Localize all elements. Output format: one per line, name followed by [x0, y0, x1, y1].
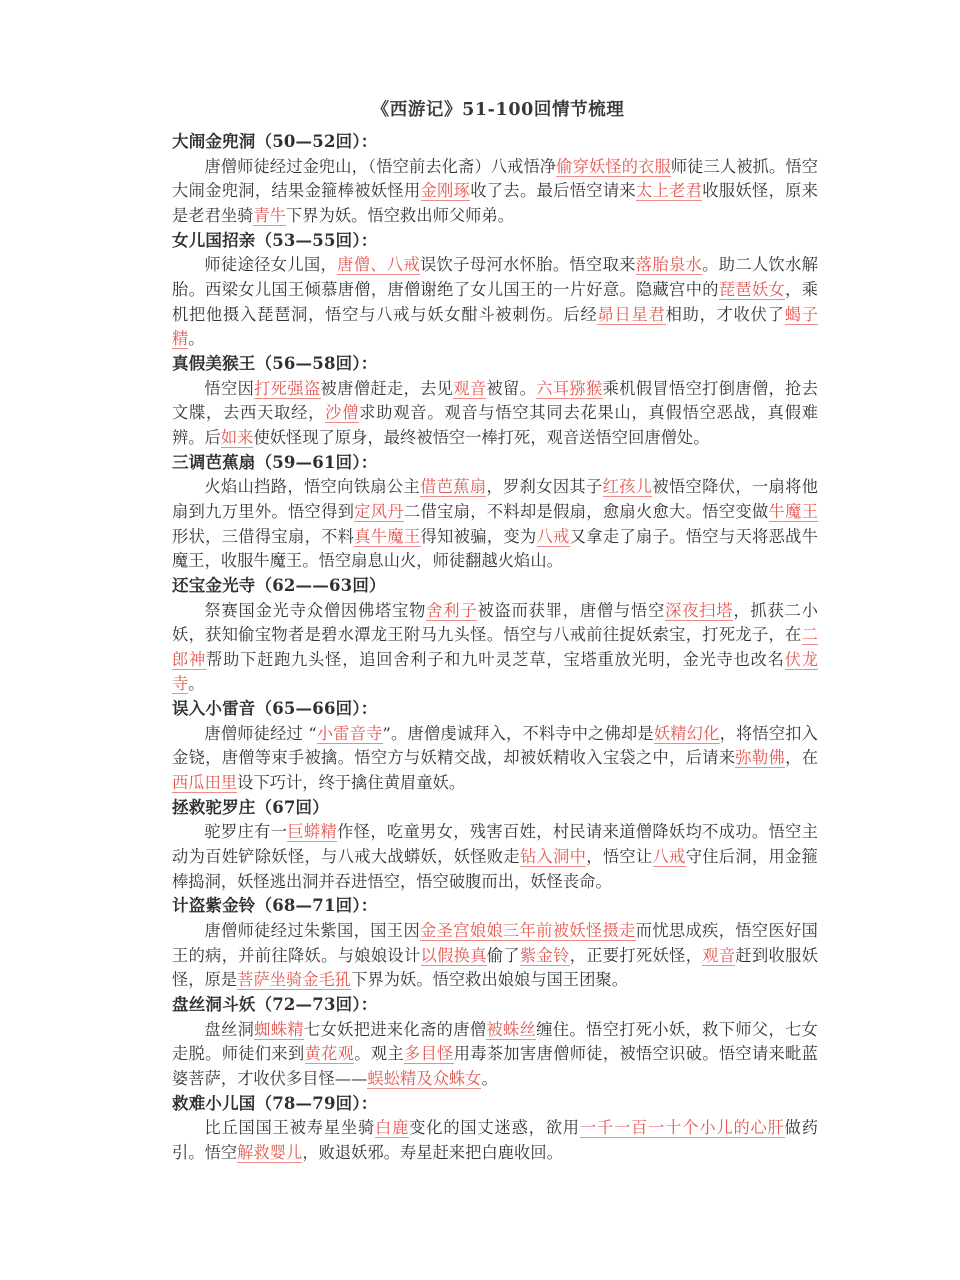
- highlighted-term: 牛魔王: [768, 501, 818, 521]
- section-body: [172, 1018, 818, 1092]
- section: [172, 352, 818, 451]
- body-text: 下界为妖。悟空救出娘娘与国王团聚。: [351, 970, 629, 990]
- highlighted-term: 沙僧: [325, 403, 360, 423]
- body-text: 守住后洞，用金箍棒捣洞，妖怪逃出洞并吞进悟空，悟空破腹而出，妖怪丧命。: [172, 847, 818, 891]
- section-body: [172, 377, 818, 451]
- body-text: 而忧思成疾，悟空医好国王的病，并前往降妖。与娘娘设计: [172, 921, 818, 965]
- highlighted-term: 巨蟒精: [287, 822, 338, 842]
- body-text: 帮助下赶跑九头怪，追回舍利子和九叶灵芝草，宝塔重放光明，金光寺也改名: [206, 649, 785, 669]
- highlighted-term: 蝎子精: [172, 304, 819, 349]
- body-text: ，将悟空扣入金铙，唐僧等束手被擒。悟空方与妖精交战，却被妖精收入宝袋之中，后请来: [172, 723, 818, 768]
- highlighted-term: 舍利子: [426, 600, 478, 620]
- highlighted-term: 解救婴儿: [237, 1142, 303, 1162]
- section-body: [172, 1116, 818, 1165]
- section-heading: 真假美猴王（56—58回）：: [172, 353, 378, 373]
- body-text: 。助二人饮水解胎。西梁女儿国王倾慕唐僧，唐僧谢绝了女儿国王的一片好意。隐藏宫中的: [172, 255, 818, 299]
- section-body: [172, 155, 818, 229]
- highlighted-term: 妖精幻化: [653, 723, 720, 743]
- body-text: ，败退妖邪。寿星赶来把白鹿收回。: [302, 1142, 563, 1162]
- section-body: [172, 820, 818, 894]
- body-text: 二借宝扇，不料却是假扇，愈扇火愈大。悟空变做: [404, 501, 769, 521]
- highlighted-term: 紫金铃: [519, 945, 570, 965]
- section-heading: 误入小雷音（65—66回）：: [172, 699, 378, 718]
- body-text: 又拿走了扇子。悟空与天将恶战牛魔王，收服牛魔王。悟空扇息山火，师徒翻越火焰山。: [172, 526, 819, 571]
- highlighted-term: 西瓜田里: [172, 773, 238, 792]
- body-text: 收了去。最后悟空请来: [470, 181, 636, 201]
- highlighted-term: 观音: [702, 945, 736, 965]
- body-text: 唐僧师徒经过金兜山，（悟空前去化斋）八戒悟净: [204, 156, 557, 176]
- body-text: 相助，才收伏了: [665, 304, 785, 324]
- section-heading: 计盗紫金铃（68—71回）：: [172, 896, 378, 916]
- section-heading: 盘丝洞斗妖（72—73回）：: [172, 994, 378, 1014]
- section: [172, 229, 818, 352]
- section-body: [172, 475, 818, 574]
- section: [172, 1092, 818, 1166]
- body-text: 被唐僧赶走，去见: [320, 378, 454, 398]
- highlighted-term: 太上老君: [636, 181, 703, 201]
- body-text: 。观主: [354, 1044, 404, 1064]
- body-text: 被悟空降伏，一扇将他扇到九万里外。悟空得到: [172, 477, 818, 521]
- highlighted-term: 打死强盗: [254, 378, 321, 398]
- highlighted-term: 深夜扫塔: [665, 600, 734, 620]
- body-text: 偷了: [486, 945, 520, 965]
- highlighted-term: 真牛魔王: [354, 526, 421, 546]
- highlighted-term: 蜈蚣精及众蛛女: [367, 1068, 482, 1088]
- page-title: 《西游记》51-100回情节梳理: [371, 100, 625, 120]
- section: [172, 796, 818, 895]
- body-text: 作怪，吃童男女，残害百姓，村民请来道僧降妖均不成功。悟空主动为百姓铲除妖怪，与八戒大战蟒妖，妖怪败走: [172, 822, 818, 866]
- body-text: 变化的国丈迷惑，欲用: [409, 1118, 580, 1138]
- highlighted-term: 定风丹: [354, 501, 404, 521]
- body-text: 盘丝洞: [204, 1019, 255, 1039]
- highlighted-term: 如来: [220, 427, 254, 447]
- body-text: 被盗而获罪，唐僧与悟空: [477, 600, 666, 620]
- section-body: [172, 253, 818, 352]
- body-text: 设下巧计，终于擒住黄眉童妖。: [237, 773, 466, 792]
- highlighted-term: 八戒: [536, 526, 570, 546]
- body-text: 求助观音。观音与悟空其同去花果山，真假悟空恶战，真假难辨。后: [172, 403, 818, 447]
- body-text: 误饮子母河水怀胎。悟空取来: [420, 255, 636, 275]
- highlighted-term: 红孩儿: [602, 477, 653, 497]
- section-heading: 女儿国招亲（53—55回）：: [172, 230, 378, 250]
- body-text: ，罗刹女因其子: [486, 477, 603, 497]
- highlighted-term: 弥勒佛: [735, 748, 786, 768]
- highlighted-term: 昴日星君: [597, 304, 666, 324]
- body-text: 使妖怪现了原身，最终被悟空一棒打死，观音送悟空回唐僧处。: [253, 427, 710, 447]
- highlighted-term: 金刚琢: [420, 181, 471, 201]
- body-text: 形状，三借得宝扇，不料: [172, 526, 355, 546]
- body-text: 。: [188, 329, 205, 349]
- highlighted-term: 青牛: [253, 206, 287, 225]
- section: [172, 993, 818, 1092]
- body-text: 得知被骗，变为: [420, 526, 537, 546]
- body-text: 用毒茶加害唐僧师徒，被悟空识破。悟空请来毗蓝婆菩萨，才收伏多目怪——: [172, 1044, 818, 1088]
- highlighted-term: 小雷音寺: [316, 723, 383, 743]
- body-text: ，悟空让: [586, 847, 653, 866]
- highlighted-term: 蜘蛛精: [254, 1019, 304, 1039]
- body-text: ，在: [785, 748, 818, 768]
- body-text: 七女妖把进来化斋的唐僧: [303, 1019, 487, 1039]
- highlighted-term: 以假换真: [420, 945, 487, 965]
- body-text: ，正要打死妖怪，: [569, 945, 703, 965]
- section-body: [172, 919, 818, 993]
- section-heading: 救难小儿国（78—79回）：: [172, 1093, 378, 1113]
- body-text: 火焰山挡路，悟空向铁扇公主: [204, 477, 421, 497]
- body-text: 祭赛国金光寺众僧因佛塔宝物: [204, 600, 427, 620]
- highlighted-term: 被蛛丝: [486, 1019, 537, 1039]
- section-heading: 大闹金兜洞（50—52回）：: [172, 132, 378, 151]
- body-text: 驼罗庄有一: [204, 822, 288, 842]
- body-text: ，抓获二小妖，获知偷宝物者是碧水潭龙王附马九头怪。悟空与八戒前往捉妖索宝，打死龙子，在: [172, 600, 818, 645]
- highlighted-term: 黄花观: [304, 1044, 355, 1064]
- highlighted-term: 伏龙寺: [172, 649, 818, 694]
- highlighted-term: 八戒: [652, 847, 686, 866]
- section: [172, 697, 818, 796]
- section-heading: 还宝金光寺（62——63回）: [172, 575, 386, 595]
- section-body: [172, 599, 818, 698]
- section-body: [172, 722, 818, 796]
- section-heading: 拯救驼罗庄（67回）: [172, 797, 329, 817]
- body-text: 。: [188, 674, 205, 694]
- body-text: 比丘国国王被寿星坐骑: [204, 1118, 376, 1138]
- highlighted-term: 观音: [453, 378, 487, 398]
- body-text: 收服妖怪，原来是老君坐骑: [172, 181, 819, 225]
- body-text: 被留。: [486, 378, 537, 398]
- highlighted-term: 多目怪: [404, 1044, 454, 1064]
- body-text: 。: [481, 1068, 498, 1088]
- body-text: 师徒途径女儿国，: [204, 255, 338, 275]
- section: [172, 451, 818, 574]
- body-text: 乘机假冒悟空打倒唐僧，抢去文牒，去西天取经，: [172, 378, 818, 423]
- body-text: 做药引。悟空: [172, 1118, 819, 1162]
- highlighted-term: 钻入洞中: [519, 847, 587, 866]
- highlighted-term: 一千一百一十个小儿的心肝: [579, 1118, 785, 1138]
- highlighted-term: 唐僧、八戒: [337, 255, 421, 275]
- highlighted-term: 金圣宫娘娘三年前被妖怪摄走: [420, 921, 636, 940]
- body-text: 唐僧师徒经过 “: [204, 723, 317, 743]
- highlighted-term: 六耳猕猴: [536, 378, 603, 398]
- highlighted-term: 白鹿: [375, 1118, 410, 1138]
- highlighted-term: 落胎泉水: [635, 255, 703, 275]
- highlighted-term: 二郎神: [172, 625, 818, 669]
- section: [172, 574, 818, 697]
- highlighted-term: 琵琶妖女: [718, 280, 786, 299]
- body-text: 悟空因: [204, 378, 255, 398]
- sections-container: [172, 130, 818, 1166]
- body-text: ，乘机把他摄入琵琶洞，悟空与八戒与妖女酣斗被刺伤。后经: [172, 280, 818, 324]
- section: [172, 130, 818, 229]
- body-text: 师徒三人被抓。悟空大闹金兜洞，结果金箍棒被妖怪用: [172, 156, 818, 201]
- body-text: 唐僧师徒经过朱紫国，国王因: [204, 921, 421, 940]
- section: [172, 894, 818, 993]
- highlighted-term: 菩萨坐骑金毛犼: [237, 970, 352, 990]
- section-heading: 三调芭蕉扇（59—61回）：: [172, 452, 378, 472]
- body-text: ”。唐僧虔诚拜入，不料寺中之佛却是: [382, 723, 654, 743]
- highlighted-term: 借芭蕉扇: [420, 477, 487, 497]
- body-text: 赶到收服妖怪，原是: [172, 945, 818, 990]
- highlighted-term: 偷穿妖怪的衣服: [556, 156, 671, 176]
- body-text: 缠住。悟空打死小妖，救下师父，七女走脱。师徒们来到: [172, 1019, 818, 1064]
- body-text: 下界为妖。悟空救出师父师弟。: [286, 206, 515, 225]
